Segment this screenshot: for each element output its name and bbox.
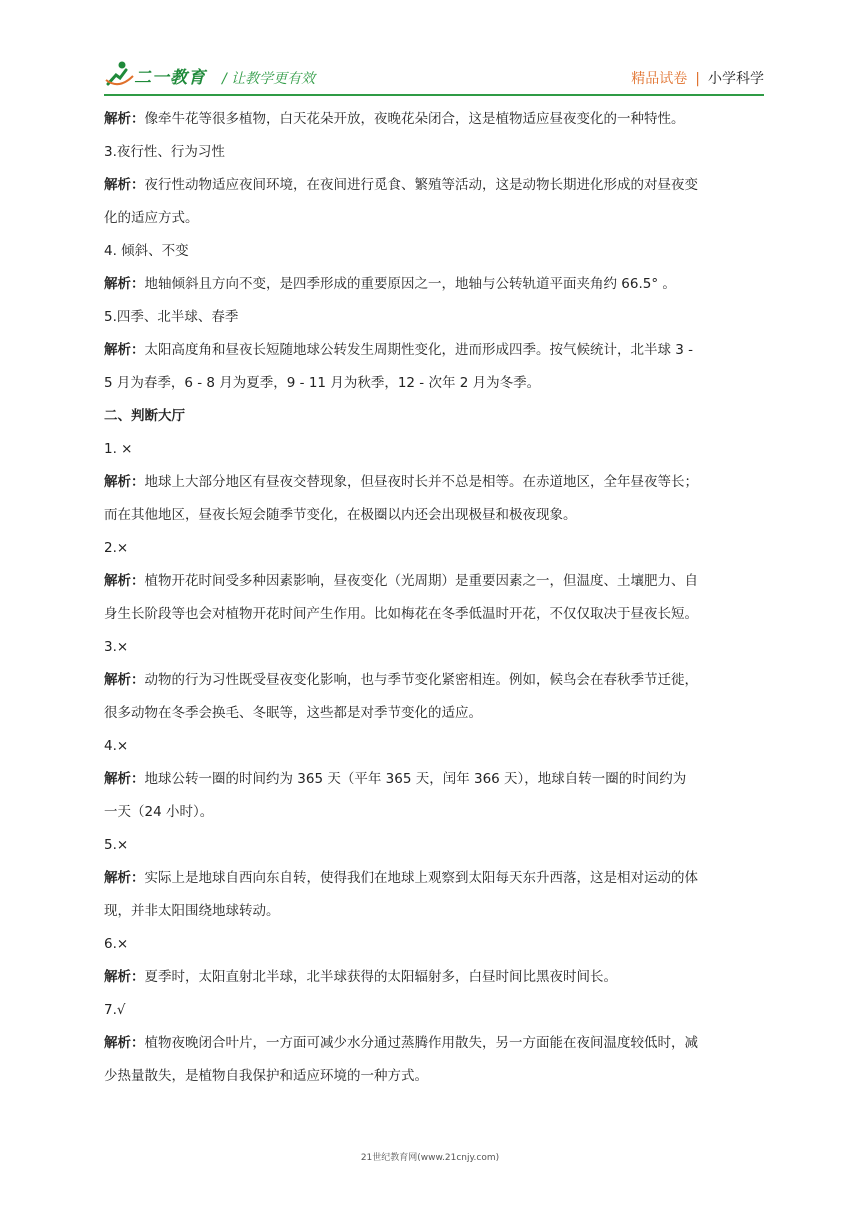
line-text: 4.× bbox=[104, 738, 129, 754]
document-body bbox=[104, 103, 764, 1093]
text-line bbox=[104, 565, 764, 598]
line-text: 地轴倾斜且方向不变，是四季形成的重要原因之一，地轴与公转轨道平面夹角约 66.5° 。 bbox=[144, 276, 676, 292]
text-line bbox=[104, 466, 764, 499]
line-text: 现，并非太阳围绕地球转动。 bbox=[104, 903, 280, 919]
line-text: 4. 倾斜、不变 bbox=[104, 243, 189, 259]
brand-separator: | bbox=[695, 71, 700, 87]
text-line bbox=[104, 1027, 764, 1060]
analysis-label: 解析： bbox=[104, 1035, 145, 1051]
analysis-label: 解析： bbox=[104, 573, 145, 589]
logo-text: 二一教育 bbox=[134, 68, 206, 88]
line-text: 植物开花时间受多种因素影响，昼夜变化（光周期）是重要因素之一，但温度、土壤肥力、自 bbox=[144, 573, 698, 589]
line-text: 3.夜行性、行为习性 bbox=[104, 144, 225, 160]
logo bbox=[104, 60, 214, 88]
line-text: 3.× bbox=[104, 639, 129, 655]
line-text: 一天（24 小时）。 bbox=[104, 804, 214, 820]
line-text: 5.× bbox=[104, 837, 129, 853]
page-header bbox=[104, 56, 764, 96]
analysis-label: 解析： bbox=[104, 177, 145, 193]
line-text: 而在其他地区，昼夜长短会随季节变化，在极圈以内还会出现极昼和极夜现象。 bbox=[104, 507, 577, 523]
analysis-label: 解析： bbox=[104, 870, 145, 886]
line-text: 2.× bbox=[104, 540, 129, 556]
header-divider bbox=[104, 94, 764, 96]
line-text: 地球上大部分地区有昼夜交替现象，但昼夜时长并不总是相等。在赤道地区，全年昼夜等长； bbox=[144, 474, 698, 490]
line-text: 夜行性动物适应夜间环境，在夜间进行觅食、繁殖等活动，这是动物长期进化形成的对昼夜变 bbox=[144, 177, 698, 193]
brand-left: 精品试卷 bbox=[631, 71, 688, 87]
line-text: 1. × bbox=[104, 441, 133, 457]
analysis-label: 解析： bbox=[104, 111, 145, 127]
line-text: 化的适应方式。 bbox=[104, 210, 199, 226]
text-line bbox=[104, 1060, 764, 1093]
text-line bbox=[104, 301, 764, 334]
text-line bbox=[104, 796, 764, 829]
brand-right: 小学科学 bbox=[708, 71, 764, 87]
line-text: 5 月为春季，6 - 8 月为夏季，9 - 11 月为秋季，12 - 次年 2 月为冬季。 bbox=[104, 375, 541, 391]
section-heading bbox=[104, 400, 764, 433]
line-text: 二、判断大厅 bbox=[104, 408, 185, 424]
analysis-label: 解析： bbox=[104, 474, 145, 490]
text-line bbox=[104, 862, 764, 895]
text-line bbox=[104, 631, 764, 664]
text-line bbox=[104, 499, 764, 532]
line-text: 身生长阶段等也会对植物开花时间产生作用。比如梅花在冬季低温时开花，不仅仅取决于昼夜长短。 bbox=[104, 606, 698, 622]
text-line bbox=[104, 103, 764, 136]
slogan: / 让教学更有效 bbox=[222, 71, 316, 87]
page-footer: 21世纪教育网(www.21cnjy.com) bbox=[360, 1153, 500, 1163]
text-line bbox=[104, 994, 764, 1027]
line-text: 少热量散失，是植物自我保护和适应环境的一种方式。 bbox=[104, 1068, 428, 1084]
analysis-label: 解析： bbox=[104, 342, 145, 358]
line-text: 植物夜晚闭合叶片，一方面可减少水分通过蒸腾作用散失，另一方面能在夜间温度较低时，减 bbox=[144, 1035, 698, 1051]
text-line bbox=[104, 664, 764, 697]
analysis-label: 解析： bbox=[104, 771, 145, 787]
text-line bbox=[104, 532, 764, 565]
line-text: 动物的行为习性既受昼夜变化影响，也与季节变化紧密相连。例如，候鸟会在春秋季节迁徙， bbox=[144, 672, 698, 688]
text-line bbox=[104, 169, 764, 202]
analysis-label: 解析： bbox=[104, 969, 145, 985]
runner-logo-icon bbox=[104, 60, 134, 88]
line-text: 很多动物在冬季会换毛、冬眠等，这些都是对季节变化的适应。 bbox=[104, 705, 482, 721]
line-text: 太阳高度角和昼夜长短随地球公转发生周期性变化，进而形成四季。按气候统计，北半球 3 - bbox=[144, 342, 694, 358]
line-text: 像牵牛花等很多植物，白天花朵开放，夜晚花朵闭合，这是植物适应昼夜变化的一种特性。 bbox=[144, 111, 685, 127]
text-line bbox=[104, 202, 764, 235]
text-line bbox=[104, 598, 764, 631]
analysis-label: 解析： bbox=[104, 672, 145, 688]
brand bbox=[631, 68, 764, 88]
text-line bbox=[104, 235, 764, 268]
text-line bbox=[104, 730, 764, 763]
text-line bbox=[104, 928, 764, 961]
text-line bbox=[104, 697, 764, 730]
line-text: 6.× bbox=[104, 936, 129, 952]
line-text: 实际上是地球自西向东自转，使得我们在地球上观察到太阳每天东升西落，这是相对运动的体 bbox=[144, 870, 698, 886]
text-line bbox=[104, 136, 764, 169]
analysis-label: 解析： bbox=[104, 276, 145, 292]
text-line bbox=[104, 829, 764, 862]
line-text: 5.四季、北半球、春季 bbox=[104, 309, 239, 325]
line-text: 7.√ bbox=[104, 1002, 126, 1018]
text-line bbox=[104, 895, 764, 928]
text-line bbox=[104, 961, 764, 994]
text-line bbox=[104, 433, 764, 466]
text-line bbox=[104, 334, 764, 367]
text-line bbox=[104, 268, 764, 301]
line-text: 地球公转一圈的时间约为 365 天（平年 365 天，闰年 366 天），地球自转一圈的时间约为 bbox=[144, 771, 687, 787]
text-line bbox=[104, 367, 764, 400]
text-line bbox=[104, 763, 764, 796]
line-text: 夏季时，太阳直射北半球，北半球获得的太阳辐射多，白昼时间比黑夜时间长。 bbox=[144, 969, 617, 985]
